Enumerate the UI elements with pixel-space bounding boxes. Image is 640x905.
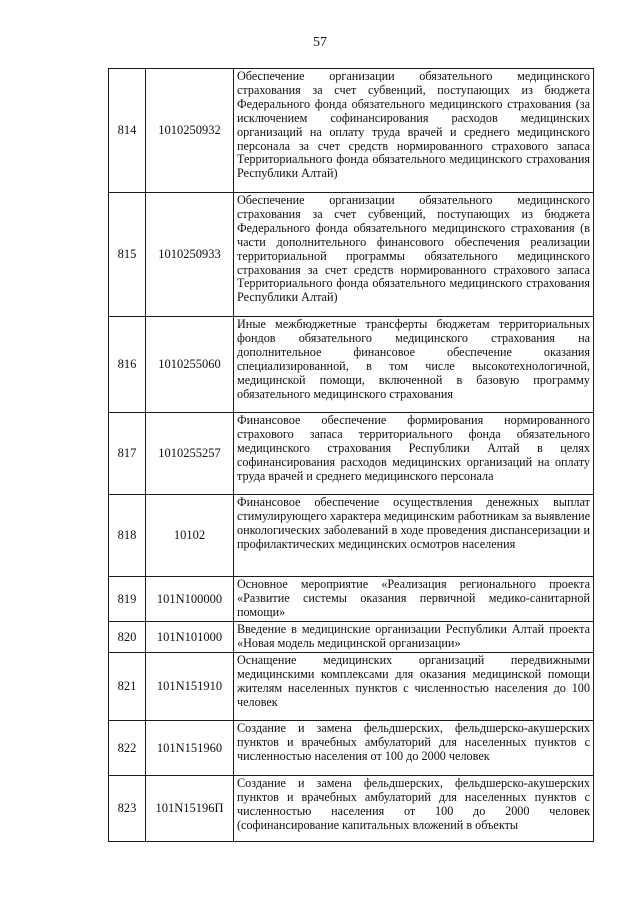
table-row xyxy=(109,317,594,413)
page-number: 57 xyxy=(313,35,327,50)
row-code: 101N101000 xyxy=(146,622,234,653)
row-code: 1010250932 xyxy=(146,69,234,193)
table-row xyxy=(109,776,594,842)
row-number: 817 xyxy=(109,413,146,495)
row-code: 1010250933 xyxy=(146,193,234,317)
row-description-text: Оснащение медицинских организаций передвижными медицинскими комплексами для оказания медицинской помощи жителям населенных пунктов с численностью населения до 100 человек xyxy=(237,653,590,709)
row-number: 819 xyxy=(109,577,146,622)
row-code: 101N100000 xyxy=(146,577,234,622)
row-description xyxy=(234,495,594,577)
row-description xyxy=(234,317,594,413)
row-description xyxy=(234,69,594,193)
row-number: 821 xyxy=(109,653,146,721)
row-description-text: Финансовое обеспечение формирования нормированного страхового запаса территориального фонда обязательного медицинского страхования Республики Алтай в целях софинансирования расходов медицинских организаций на оплату труда врачей и среднего медицинского персонала xyxy=(237,413,590,483)
row-code: 1010255257 xyxy=(146,413,234,495)
row-description-text: Обеспечение организации обязательного медицинского страхования за счет субвенций, поступающих из бюджета Федерального фонда обязательного медицинского страхования (за исключением софинансирования расходов медицинских организаций на оплату труда врачей и среднего медицинского персонала за счет средств нормированного страхового запаса Территориального фонда обязательного медицинского страхования Республики Алтай) xyxy=(237,69,590,181)
row-description xyxy=(234,413,594,495)
row-description xyxy=(234,653,594,721)
row-description-text: Создание и замена фельдшерских, фельдшерско-акушерских пунктов и врачебных амбулаторий для населенных пунктов с численностью населения от 100 до 2000 человек (софинансирование капитальных вложений в объекты xyxy=(237,776,590,832)
row-code: 1010255060 xyxy=(146,317,234,413)
row-description-text: Создание и замена фельдшерских, фельдшерско-акушерских пунктов и врачебных амбулаторий для населенных пунктов с численностью населения от 100 до 2000 человек xyxy=(237,721,590,763)
row-description-text: Обеспечение организации обязательного медицинского страхования за счет субвенций, поступающих из бюджета Федерального фонда обязательного медицинского страхования (в части дополнительного финансового обеспечения реализации территориальной программы обязательного медицинского страхования за счет средств нормированного страхового запаса Территориального фонда обязательного медицинского страхования Республики Алтай) xyxy=(237,193,590,305)
row-number: 820 xyxy=(109,622,146,653)
row-description xyxy=(234,776,594,842)
table-row xyxy=(109,577,594,622)
row-code: 101N151960 xyxy=(146,721,234,776)
table-row xyxy=(109,653,594,721)
row-description-text: Введение в медицинские организации Республики Алтай проекта «Новая модель медицинской организации» xyxy=(237,622,590,650)
row-number: 822 xyxy=(109,721,146,776)
row-number: 823 xyxy=(109,776,146,842)
table-row xyxy=(109,193,594,317)
table-row xyxy=(109,495,594,577)
row-description xyxy=(234,622,594,653)
row-description xyxy=(234,577,594,622)
row-description-text: Иные межбюджетные трансферты бюджетам территориальных фондов обязательного медицинского страхования на дополнительное финансовое обеспечение оказания специализированной, в том числе высокотехнологичной, медицинской помощи, включенной в базовую программу обязательного медицинского страхования xyxy=(237,317,590,401)
row-description-text: Финансовое обеспечение осуществления денежных выплат стимулирующего характера медицинским работникам за выявление онкологических заболеваний в ходе проведения диспансеризации и профилактических медицинских осмотров населения xyxy=(237,495,590,551)
budget-classification-table xyxy=(108,68,594,842)
row-code: 101N15196П xyxy=(146,776,234,842)
row-code: 10102 xyxy=(146,495,234,577)
row-number: 816 xyxy=(109,317,146,413)
table-row xyxy=(109,69,594,193)
row-number: 818 xyxy=(109,495,146,577)
row-description xyxy=(234,193,594,317)
table-row xyxy=(109,622,594,653)
row-code: 101N151910 xyxy=(146,653,234,721)
table-row xyxy=(109,413,594,495)
table-row xyxy=(109,721,594,776)
row-number: 815 xyxy=(109,193,146,317)
row-description xyxy=(234,721,594,776)
row-description-text: Основное мероприятие «Реализация регионального проекта «Развитие системы оказания первичной медико-санитарной помощи» xyxy=(237,577,590,619)
row-number: 814 xyxy=(109,69,146,193)
